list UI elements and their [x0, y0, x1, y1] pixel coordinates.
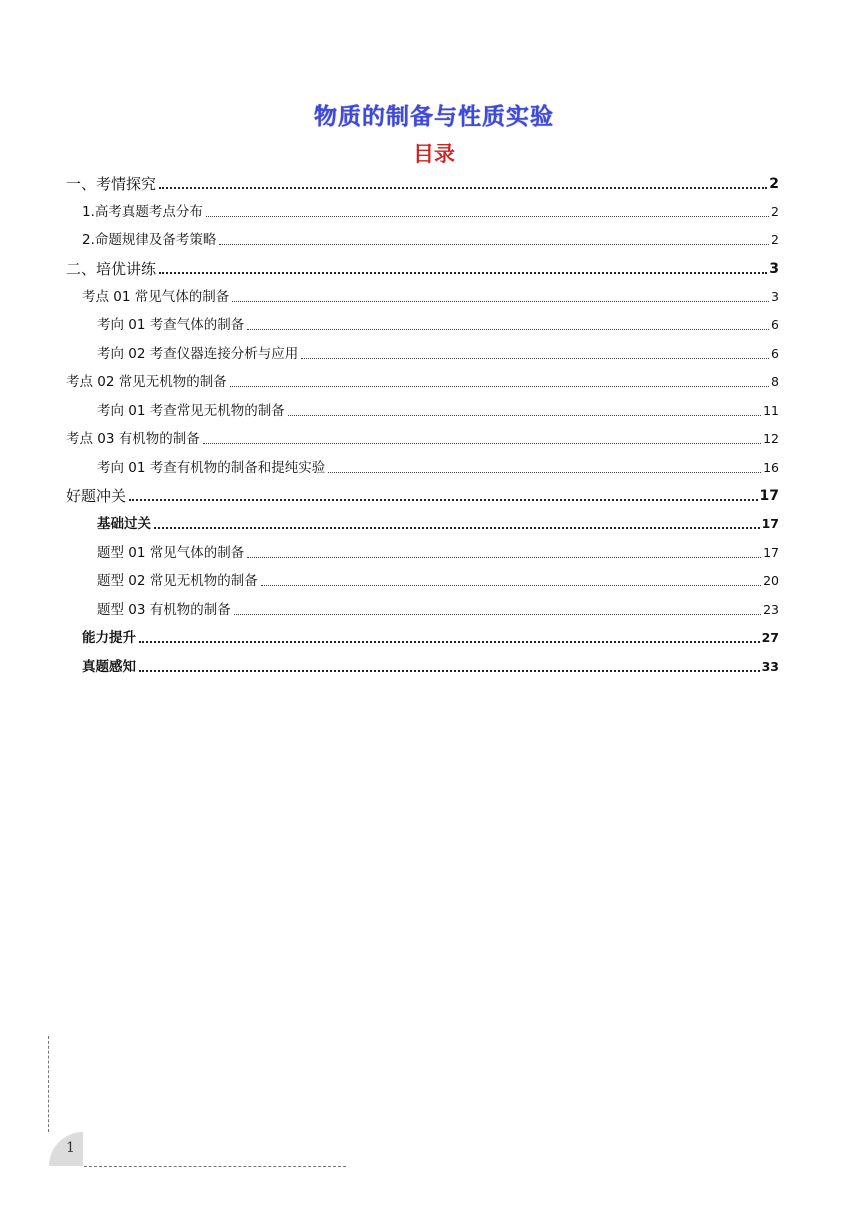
toc-entry-page: 6: [771, 317, 779, 332]
toc-entry-tixing-01[interactable]: [97, 539, 779, 563]
toc-entry-mingti-guilv[interactable]: [82, 226, 779, 250]
toc-entry-tixing-03[interactable]: [97, 596, 779, 620]
toc-entry-page: 20: [763, 573, 779, 588]
toc-entry-kaoxiang-01-01[interactable]: [97, 311, 779, 335]
document-title: 物质的制备与性质实验: [314, 104, 554, 130]
toc-entry-jichu-guoguan[interactable]: [97, 510, 779, 534]
toc-entry-label: 能力提升: [82, 630, 136, 646]
toc-entry-label: 考点 02 常见无机物的制备: [66, 374, 227, 390]
toc-leader: [159, 272, 767, 274]
toc-entry-label: 真题感知: [82, 659, 136, 675]
toc-entry-page: 6: [771, 346, 779, 361]
toc-entry-label: 2.命题规律及备考策略: [82, 232, 217, 248]
toc-leader: [206, 216, 769, 217]
toc-entry-page: 2: [771, 232, 779, 247]
toc-entry-page: 11: [763, 403, 779, 418]
toc-entry-label: 基础过关: [97, 516, 151, 532]
toc-entry-page: 3: [769, 261, 779, 277]
toc-entry-label: 考向 01 考查有机物的制备和提纯实验: [97, 460, 326, 476]
toc-entry-label: 题型 01 常见气体的制备: [97, 545, 245, 561]
toc-leader: [301, 358, 769, 359]
toc-entry-label: 考向 01 考查气体的制备: [97, 317, 245, 333]
toc-entry-label: 1.高考真题考点分布: [82, 204, 203, 220]
toc-leader: [288, 415, 761, 416]
toc-entry-label: 题型 02 常见无机物的制备: [97, 573, 258, 589]
toc-entry-tixing-02[interactable]: [97, 567, 779, 591]
toc-entry-label: 好题冲关: [66, 487, 127, 505]
toc-entry-kaodian-01[interactable]: [82, 283, 779, 307]
toc-leader: [247, 557, 761, 558]
toc-entry-page: 17: [763, 545, 779, 560]
toc-heading: 目录: [413, 142, 455, 166]
toc-leader: [154, 527, 760, 529]
toc-entry-page: 17: [759, 488, 779, 504]
toc-entry-nengli-tisheng[interactable]: [82, 624, 779, 648]
toc-leader: [129, 499, 758, 501]
toc-leader: [234, 614, 761, 615]
toc-entry-page: 12: [763, 431, 779, 446]
toc-leader: [139, 670, 760, 672]
toc-leader: [247, 329, 769, 330]
toc-entry-label: 考点 01 常见气体的制备: [82, 289, 230, 305]
toc-leader: [328, 472, 761, 473]
toc-entry-page: 23: [763, 602, 779, 617]
toc-entry-label: 考向 02 考查仪器连接分析与应用: [97, 346, 299, 362]
footer-horizontal-dashed-line: [84, 1166, 346, 1167]
toc-entry-peiyou[interactable]: [66, 255, 779, 279]
toc-leader: [261, 585, 761, 586]
toc-entry-zhenti-fenbu[interactable]: [82, 198, 779, 222]
footer-vertical-dashed-line: [48, 1036, 49, 1132]
toc-entry-page: 2: [769, 176, 779, 192]
toc-entry-label: 题型 03 有机物的制备: [97, 602, 231, 618]
toc-leader: [139, 641, 760, 643]
toc-entry-label: 二、培优讲练: [66, 260, 157, 278]
toc-entry-page: 33: [761, 659, 779, 674]
toc-leader: [203, 443, 761, 444]
toc-entry-page: 3: [771, 289, 779, 304]
toc-entry-kaoxiang-02-01[interactable]: [97, 397, 779, 421]
toc-entry-page: 17: [761, 516, 779, 531]
toc-entry-page: 8: [771, 374, 779, 389]
toc-leader: [232, 301, 769, 302]
toc-entry-page: 16: [763, 460, 779, 475]
toc-entry-label: 考点 03 有机物的制备: [66, 431, 200, 447]
toc-entry-kaodian-03[interactable]: [66, 425, 779, 449]
toc-entry-page: 2: [771, 204, 779, 219]
toc-entry-kaodian-02[interactable]: [66, 368, 779, 392]
toc-entry-page: 27: [761, 630, 779, 645]
toc-entry-kaoqing[interactable]: [66, 170, 779, 194]
toc-entry-kaoxiang-03-01[interactable]: [97, 454, 779, 478]
page-number: 1: [66, 1140, 75, 1156]
toc-leader: [159, 187, 767, 189]
toc-entry-label: 考向 01 考查常见无机物的制备: [97, 403, 285, 419]
toc-entry-zhenti-ganzhi[interactable]: [82, 653, 779, 677]
toc-entry-haoti-chongguan[interactable]: [66, 482, 779, 506]
toc-leader: [230, 386, 769, 387]
toc-entry-kaoxiang-01-02[interactable]: [97, 340, 779, 364]
toc-entry-label: 一、考情探究: [66, 175, 157, 193]
toc-leader: [219, 244, 769, 245]
